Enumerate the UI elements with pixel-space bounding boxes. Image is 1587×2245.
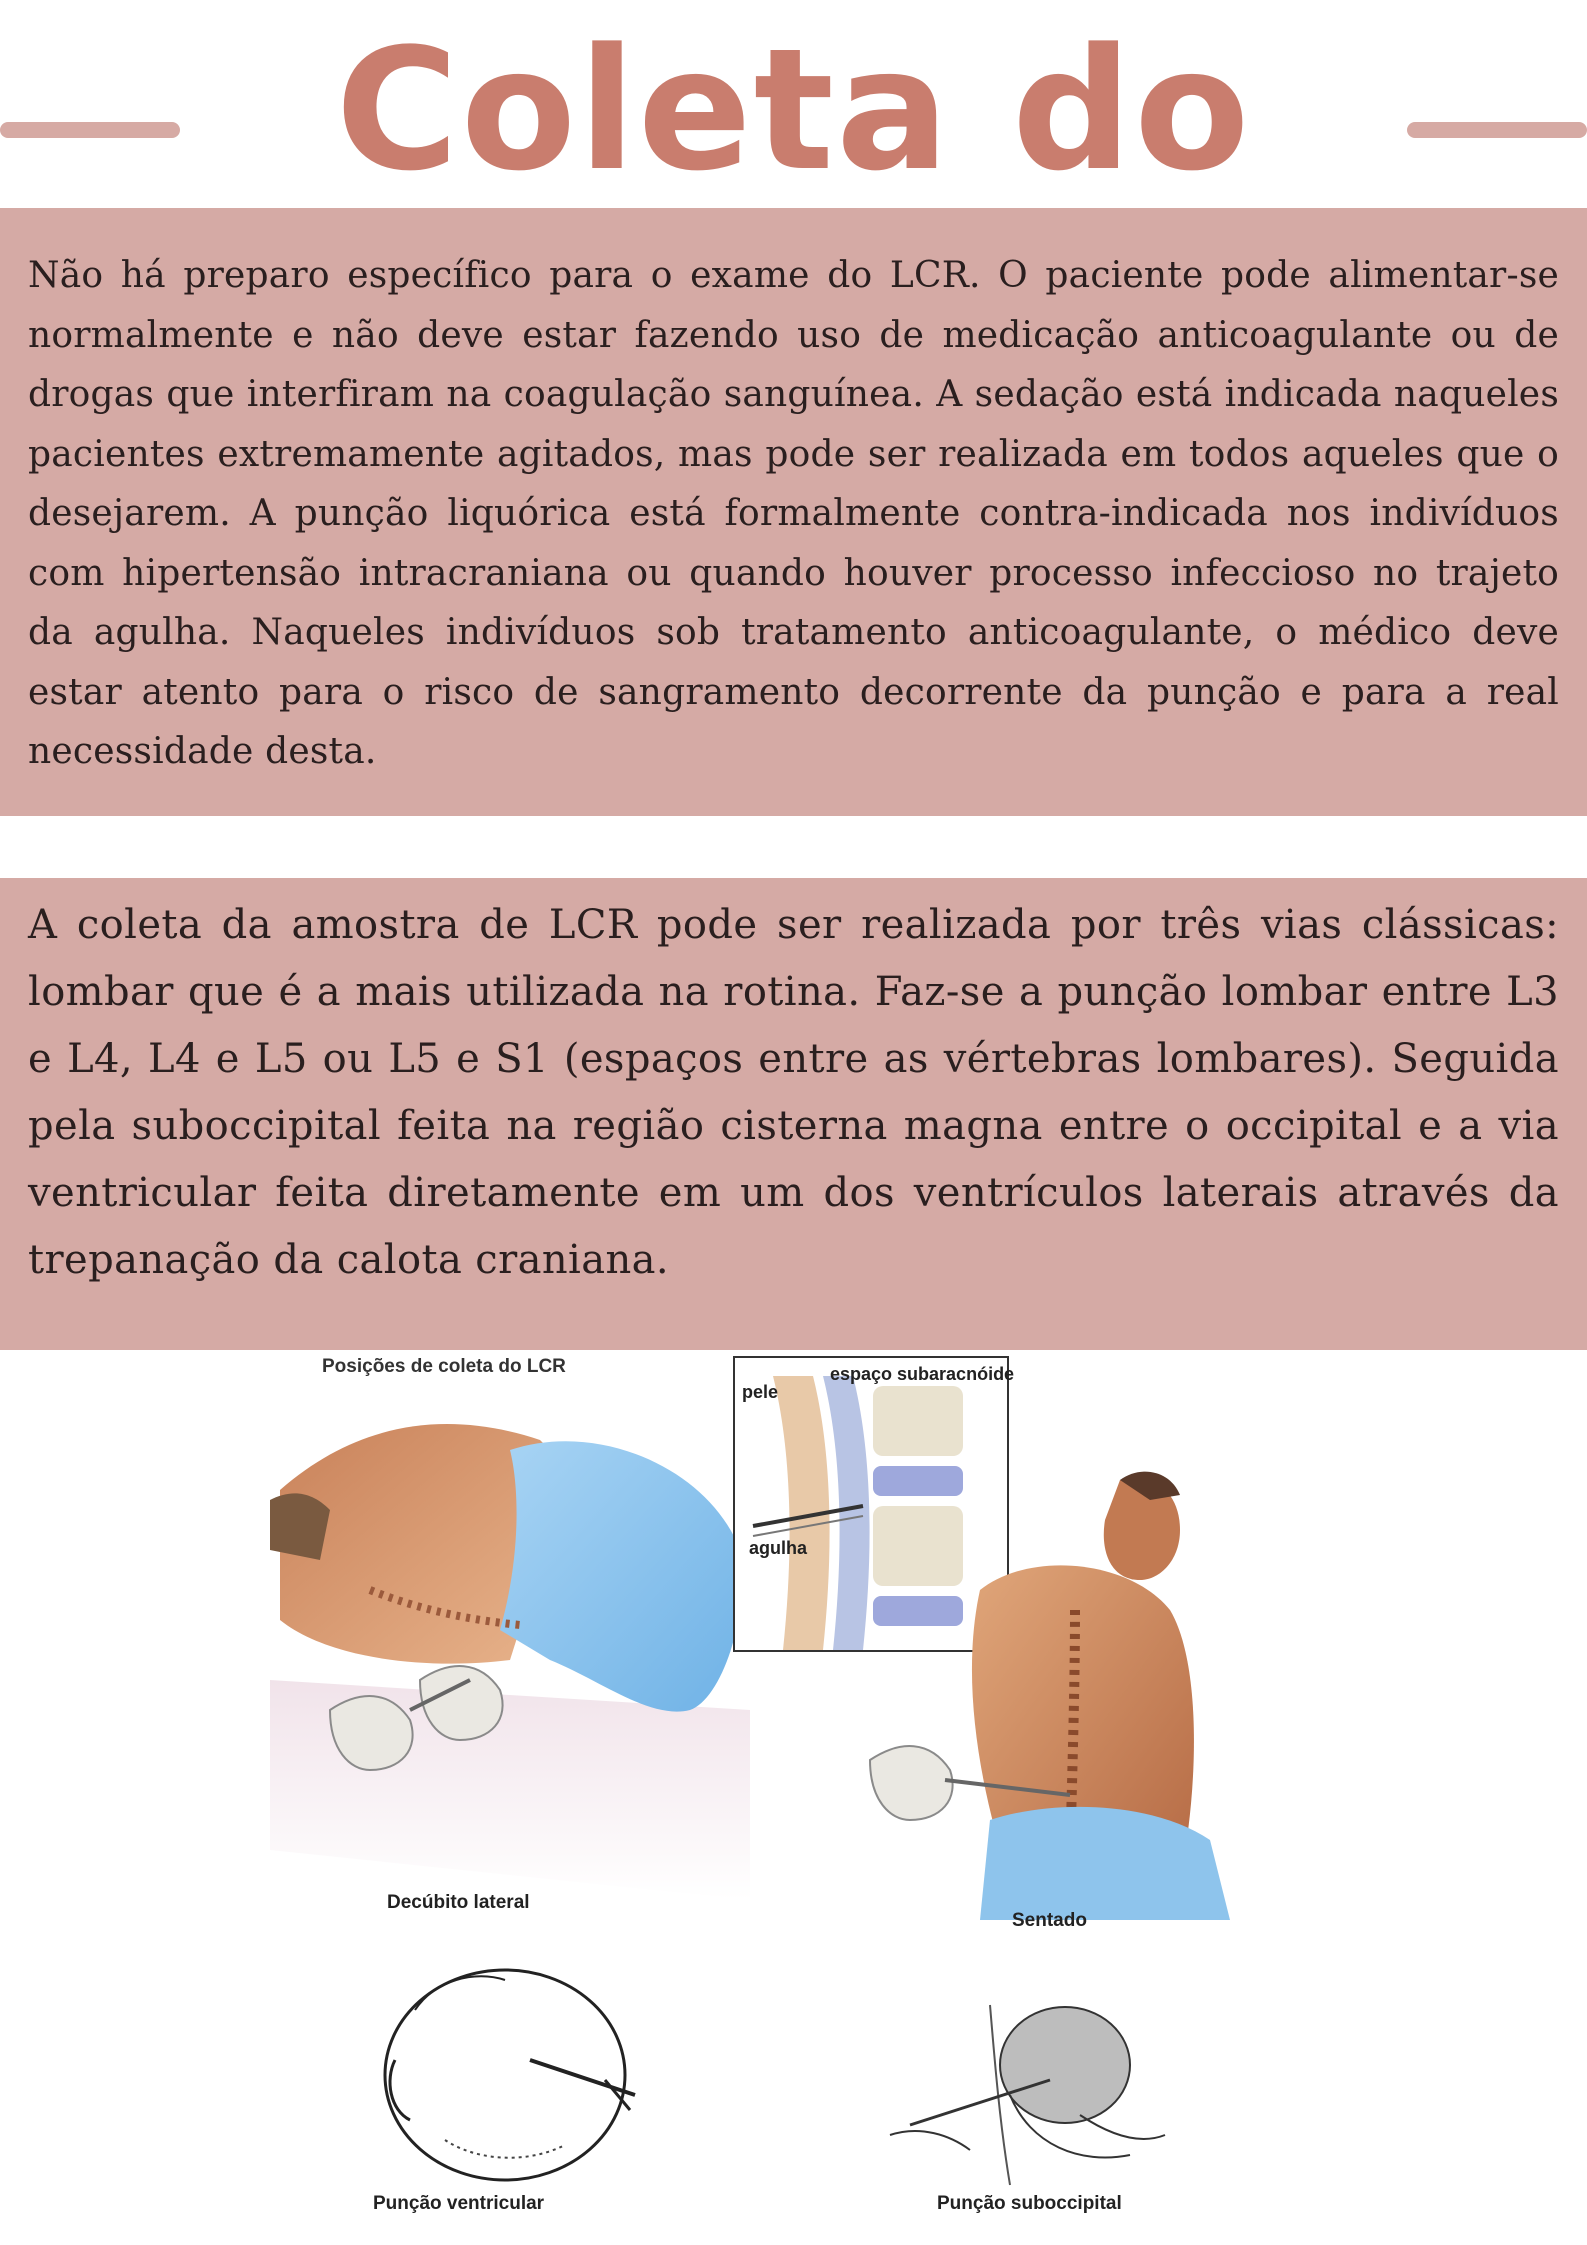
label-needle: agulha [749,1538,808,1558]
suboccipital-puncture-sketch [880,1985,1170,2205]
info-panel-collection [0,878,1587,1350]
info-panel-preparation [0,208,1587,816]
lateral-decubitus-illustration [270,1380,750,1900]
label-suboccipital-puncture: Punção suboccipital [937,2193,1122,2214]
ventricular-puncture-sketch [355,1950,645,2200]
title-line-left [0,122,180,138]
title-row [0,12,1587,208]
label-subarachnoid-space: espaço subaracnóide [830,1364,1015,1384]
paragraph-preparation: Não há preparo específico para o exame do LCR. O paciente pode alimentar-se normalmente e não deve estar fazendo uso de medicação anticoagulante ou de drogas que interfiram na coagulação sanguínea. A sedação está indicada naqueles pacientes extremamente agitados, mas pode ser realizada em todos aqueles que o desejarem. A punção liquórica está formalmente contra-indicada nos indivíduos com hipertensão intracraniana ou quando houver processo infeccioso no trajeto da agulha. Naqueles indivíduos sob tratamento anticoagulante, o médico deve estar atento para o risco de sangramento decorrente da punção e para a real necessidade desta. [28,255,1559,772]
label-lateral-decubitus: Decúbito lateral [387,1892,530,1913]
page-title: Coleta do [335,12,1252,208]
title-line-right [1407,122,1587,138]
label-ventricular-puncture: Punção ventricular [373,2193,545,2214]
figure-caption: Posições de coleta do LCR [322,1356,566,1377]
seated-illustration [850,1460,1250,1920]
paragraph-collection: A coleta da amostra de LCR pode ser realizada por três vias clássicas: lombar que é a mais utilizada na rotina. Faz-se a punção lombar entre L3 e L4, L4 e L5 ou L5 e S1 (espaços entre as vértebras lombares). Seguida pela suboccipital feita na região cisterna magna entre o occipital e a via ventricular feita diretamente em um dos ventrículos laterais através da trepanação da calota craniana. [28,902,1559,1283]
label-skin: pele [742,1382,779,1402]
label-seated: Sentado [1012,1910,1087,1931]
